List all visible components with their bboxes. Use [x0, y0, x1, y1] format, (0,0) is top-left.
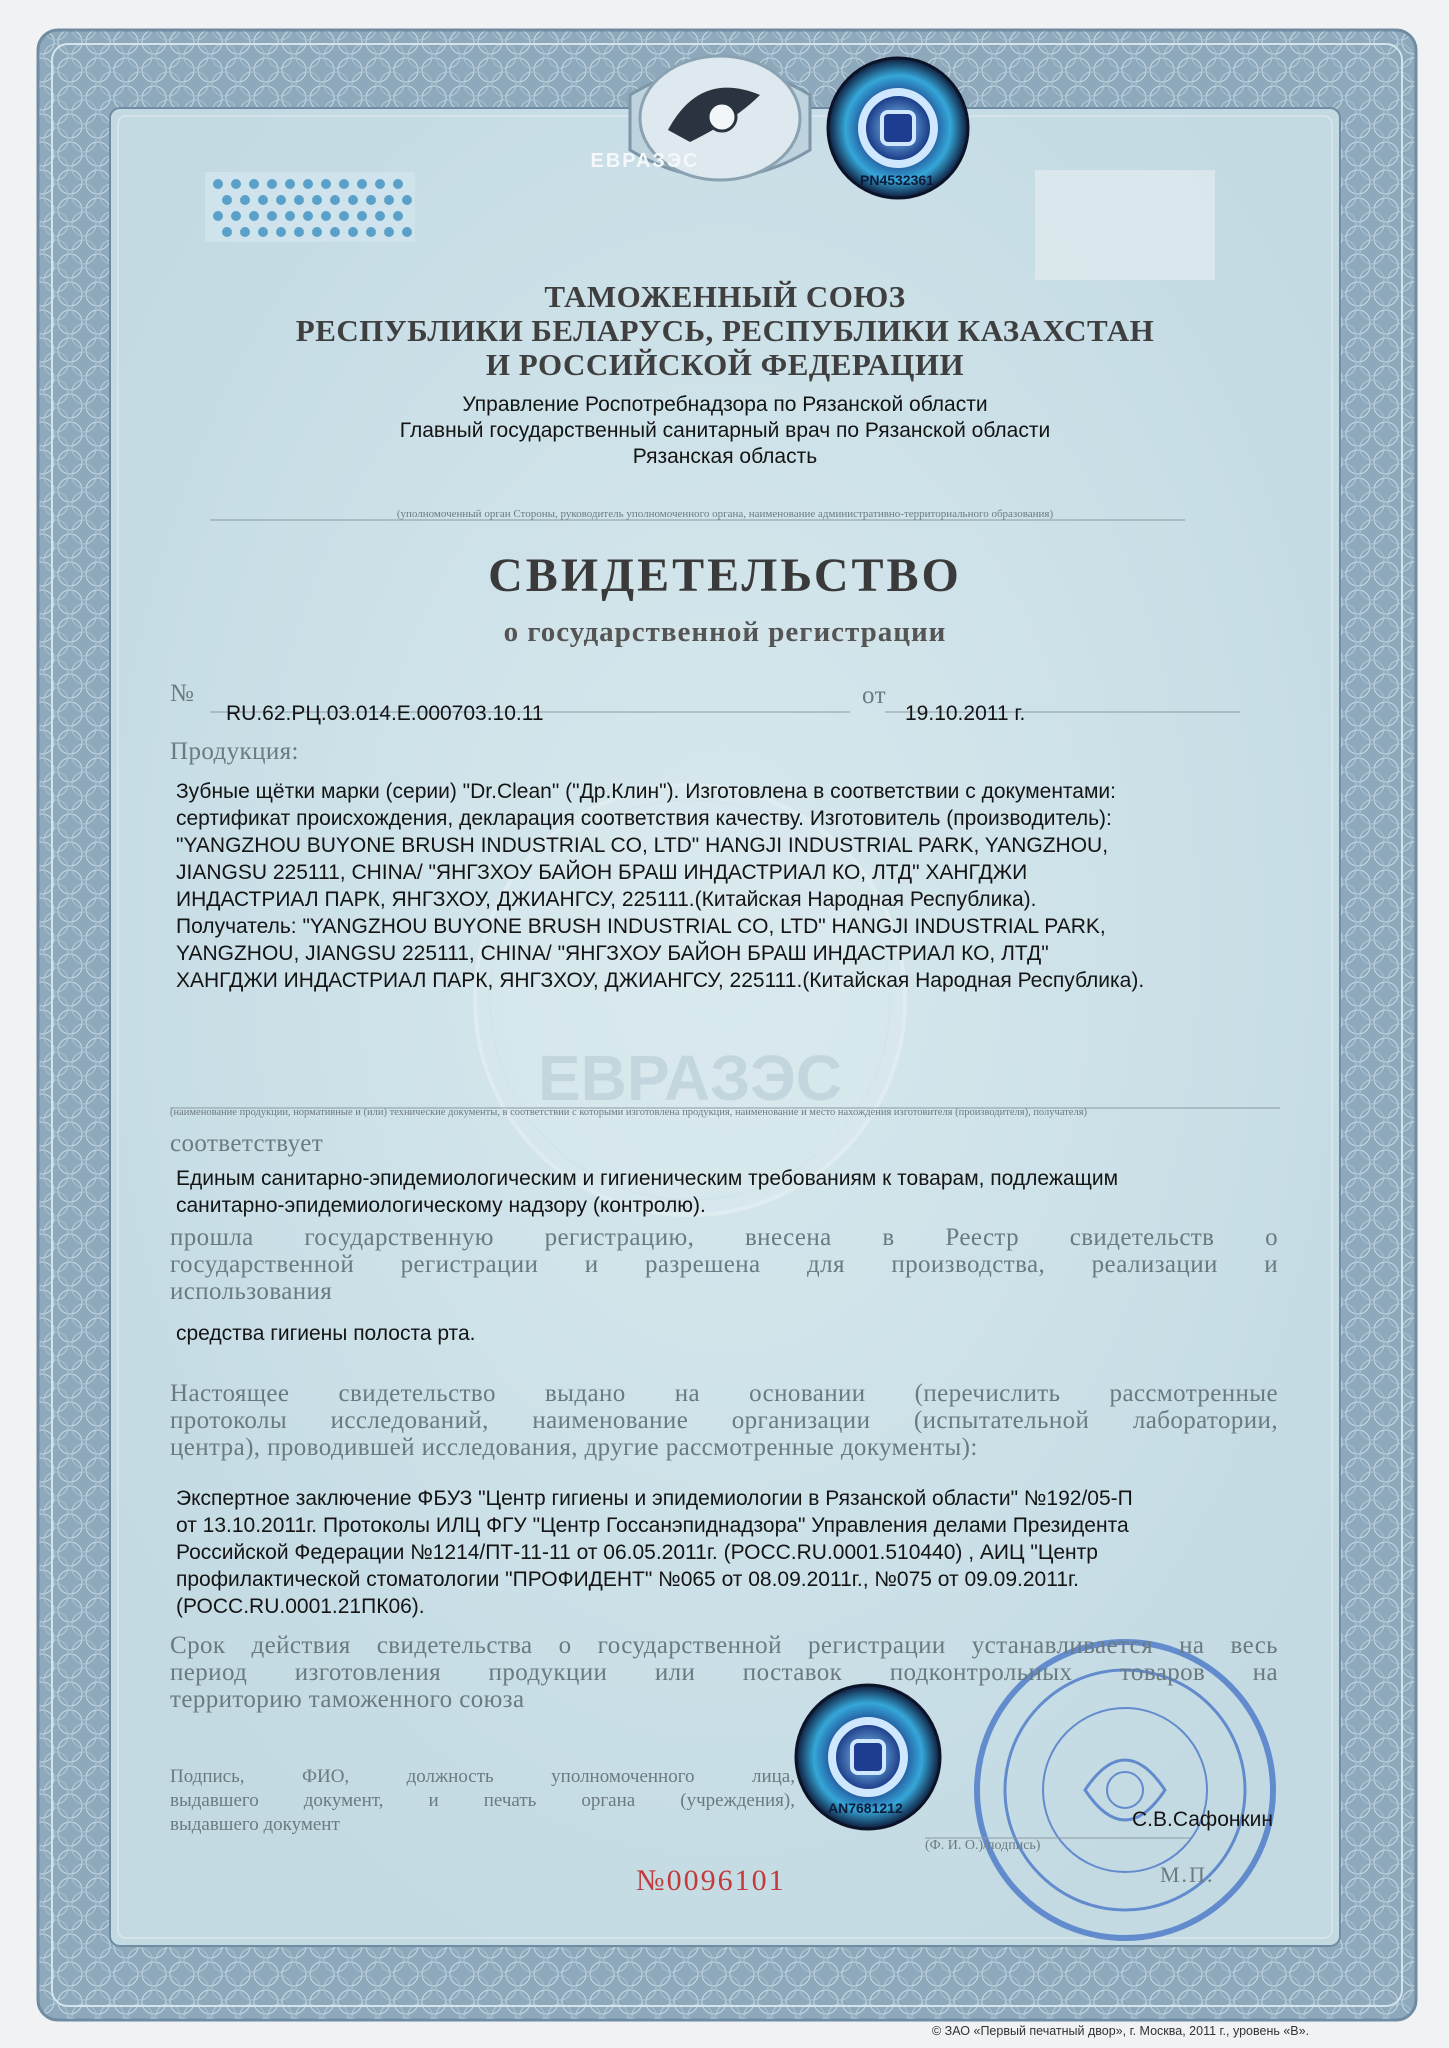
hologram-top-number-text: PN4532361 — [860, 172, 934, 188]
registration-number: RU.62.РЦ.03.014.Е.000703.10.11 — [226, 702, 544, 725]
hologram-top-number — [860, 172, 934, 190]
watermark-text: ЕВРАЗЭС — [537, 1042, 843, 1114]
authority-caption: (уполномоченный орган Стороны, руководитель уполномоченного органа, наименование административно-территориального образования) — [396, 508, 1054, 520]
signature-label-line: выдавшего документ — [170, 1814, 340, 1835]
product-line: JIANGSU 225111, CHINA/ "ЯНГЗХОУ БАЙОН БРАШ ИНДАСТРИАЛ КО, ЛТД" ХАНГДЖИ — [176, 861, 1028, 884]
basis-document-line: профилактической стоматологии "ПРОФИДЕНТ" №065 от 08.09.2011г., №075 от 09.09.2011г. — [176, 1568, 1079, 1591]
product-line: Получатель: "YANGZHOU BUYONE BRUSH INDUSTRIAL CO, LTD" HANGJI INDUSTRIAL PARK, — [176, 915, 1106, 938]
date-label: от — [862, 682, 886, 709]
union-header — [200, 280, 1250, 382]
basis-line: Настоящее свидетельство выдано на основании (перечислить рассмотренные — [170, 1380, 1278, 1407]
authority-line-2: Главный государственный санитарный врач по Рязанской области — [399, 419, 1051, 442]
basis-document-line: Экспертное заключение ФБУЗ "Центр гигиены и эпидемиологии в Рязанской области" №192/05-П — [176, 1487, 1133, 1510]
product-label: Продукция: — [170, 738, 299, 765]
product-description — [176, 778, 1326, 994]
document-subtitle: о государственной регистрации — [503, 616, 947, 648]
printer-imprint: © ЗАО «Первый печатный двор», г. Москва, 2011 г., уровень «В». — [932, 2024, 1310, 2038]
complies-text — [176, 1165, 1326, 1219]
basis-statement — [170, 1380, 1278, 1461]
product-line: "YANGZHOU BUYONE BRUSH INDUSTRIAL CO, LTD" HANGJI INDUSTRIAL PARK, YANGZHOU, — [176, 834, 1109, 857]
complies-line: Единым санитарно-эпидемиологическим и гигиеническим требованиям к товарам, подлежащим — [176, 1167, 1119, 1190]
product-line: Зубные щётки марки (серии) "Dr.Clean" ("Др.Клин"). Изготовлена в соответствии с документами: — [176, 780, 1116, 803]
authority-line-1: Управление Роспотребнадзора по Рязанской области — [462, 393, 988, 416]
registered-line: государственной регистрации и разрешена для производства, реализации и — [170, 1251, 1278, 1278]
hologram-bottom-number-text: AN7681212 — [828, 1800, 903, 1816]
number-label: № — [170, 680, 195, 707]
product-caption: (наименование продукции, нормативные и (или) технические документы, в соответствии с которыми изготовлена продукция, наименование и место нахождения изготовителя (производителя), получателя) — [170, 1107, 1088, 1118]
authority-block — [200, 392, 1250, 470]
signature-label-line: выдавшего документ, и печать органа (учреждения), — [170, 1790, 795, 1811]
header-line-3: И РОССИЙСКОЙ ФЕДЕРАЦИИ — [485, 347, 965, 382]
registered-line: использования — [170, 1278, 333, 1305]
signatory-name: С.В.Сафонкин — [1132, 1808, 1273, 1831]
security-strip — [205, 172, 415, 242]
form-serial-number: №0096101 — [636, 1864, 786, 1897]
fio-caption: (Ф. И. О.)/подпись) — [925, 1838, 1041, 1853]
validity-line: период изготовления продукции или поставок подконтрольных товаров на — [170, 1659, 1278, 1686]
usage-value: средства гигиены полоста рта. — [176, 1322, 476, 1345]
blank-patch — [1035, 170, 1215, 280]
basis-line: центра), проводившей исследования, другие рассмотренные документы): — [170, 1434, 978, 1461]
complies-line: санитарно-эпидемиологическому надзору (контролю). — [176, 1194, 706, 1217]
basis-document-line: Российской Федерации №1214/ПТ-11-11 от 06.05.2011г. (РОСС.RU.0001.510440) , АИЦ "Центр — [176, 1541, 1098, 1564]
registered-line: прошла государственную регистрацию, внесена в Реестр свидетельств о — [170, 1224, 1278, 1251]
signature-label-line: Подпись, ФИО, должность уполномоченного лица, — [170, 1766, 795, 1787]
basis-document-line: (РОСС.RU.0001.21ПК06). — [176, 1595, 425, 1618]
hologram-bottom-number — [828, 1800, 903, 1818]
basis-document-line: от 13.10.2011г. Протоколы ИЛЦ ФГУ "Центр Госсанэпиднадзора" Управления делами Президента — [176, 1514, 1129, 1537]
product-line: YANGZHOU, JIANGSU 225111, CHINA/ "ЯНГЗХОУ БАЙОН БРАШ ИНДАСТРИАЛ КО, ЛТД" — [176, 942, 1049, 965]
logo-label — [555, 150, 735, 173]
product-line: ИНДАСТРИАЛ ПАРК, ЯНГЗХОУ, ДЖИАНГСУ, 225111.(Китайская Народная Республика). — [176, 888, 1037, 911]
registration-date: 19.10.2011 г. — [905, 702, 1026, 725]
validity-statement — [170, 1632, 1278, 1713]
product-line: ХАНГДЖИ ИНДАСТРИАЛ ПАРК, ЯНГЗХОУ, ДЖИАНГСУ, 225111.(Китайская Народная Республика). — [176, 969, 1145, 992]
document-title: СВИДЕТЕЛЬСТВО — [488, 549, 962, 602]
complies-label: соответствует — [170, 1130, 324, 1157]
validity-line: территорию таможенного союза — [170, 1686, 525, 1713]
header-line-1: ТАМОЖЕННЫЙ СОЮЗ — [544, 279, 906, 314]
signature-label — [170, 1765, 795, 1837]
authority-line-3: Рязанская область — [632, 445, 818, 468]
stamp-place-label: М.П. — [1160, 1862, 1215, 1887]
basis-documents — [176, 1485, 1326, 1620]
header-line-2: РЕСПУБЛИКИ БЕЛАРУСЬ, РЕСПУБЛИКИ КАЗАХСТАН — [295, 313, 1155, 348]
logo-text: ЕВРАЗЭС — [590, 150, 700, 172]
product-line: сертификат происхождения, декларация соответствия качеству. Изготовитель (производитель): — [176, 807, 1112, 830]
registered-statement — [170, 1224, 1278, 1305]
validity-line: Срок действия свидетельства о государственной регистрации устанавливается на весь — [170, 1632, 1278, 1659]
basis-line: протоколы исследований, наименование организации (испытательной лаборатории, — [170, 1407, 1278, 1434]
